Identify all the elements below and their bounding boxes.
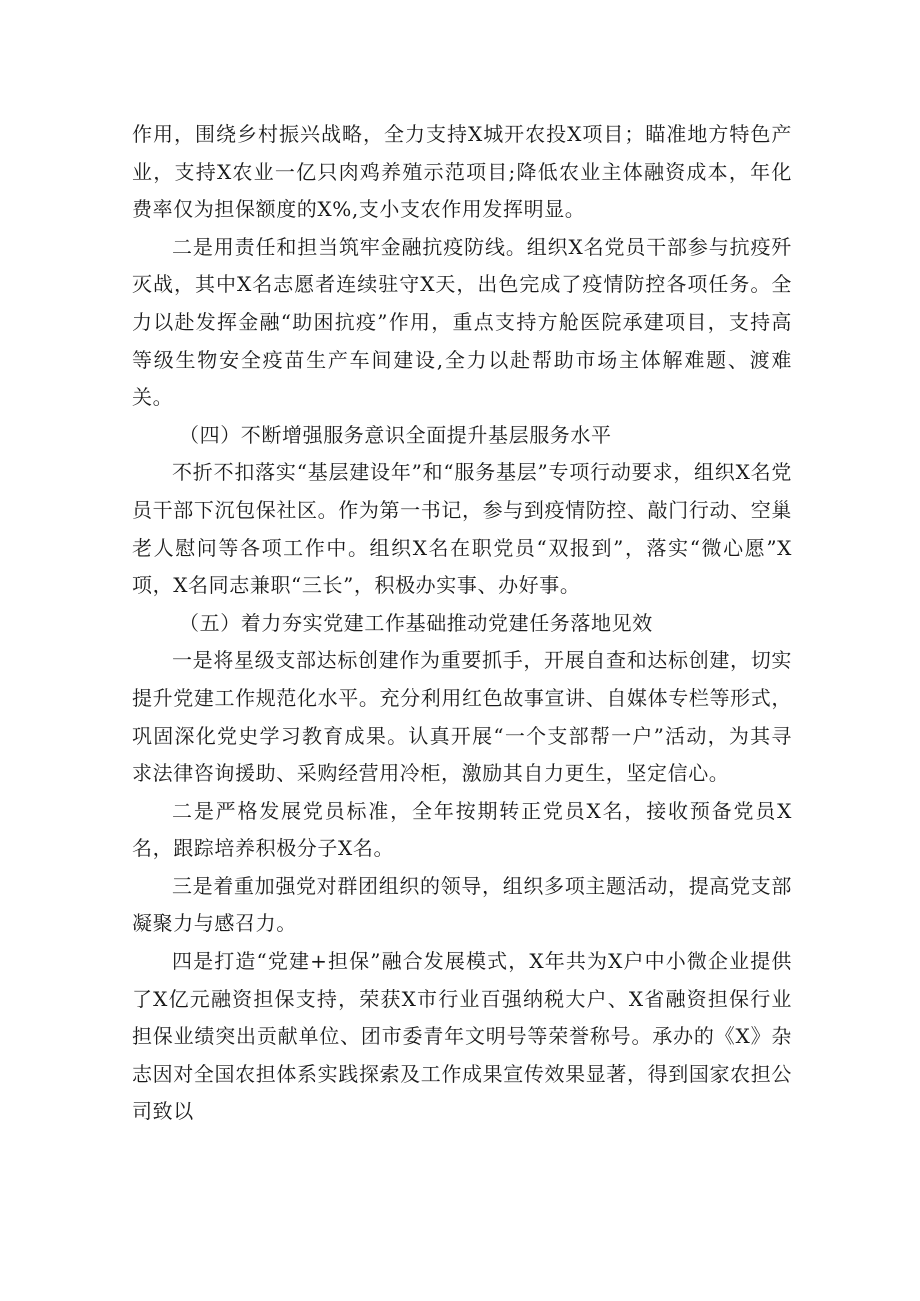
paragraph-body: 不折不扣落实“基层建设年”和“服务基层”专项行动要求，组织X名党员干部下沉包保社区。作为第一书记，参与到疫情防控、敲门行动、空巢老人慰问等各项工作中。组织X名在职党员“双报到”，落实“微心愿”X项，X名同志兼职“三长”，积极办实事、办好事。 bbox=[132, 460, 792, 598]
document-body bbox=[132, 116, 792, 1131]
paragraph-body: 三是着重加强党对群团组织的领导，组织多项主题活动，提高党支部凝聚力与感召力。 bbox=[132, 873, 792, 936]
paragraph-body: 一是将星级支部达标创建作为重要抓手，开展自查和达标创建，切实提升党建工作规范化水平。充分利用红色故事宣讲、自媒体专栏等形式，巩固深化党史学习教育成果。认真开展“一个支部帮一户”活动，为其寻求法律咨询援助、采购经营用冷柜，激励其自力更生，坚定信心。 bbox=[132, 648, 792, 786]
paragraph-body: 四是打造“党建+担保”融合发展模式，X年共为X户中小微企业提供了X亿元融资担保支持，荣获X市行业百强纳税大户、X省融资担保行业担保业绩突出贡献单位、团市委青年文明号等荣誉称号。承办的《X》杂志因对全国农担体系实践探索及工作成果宣传效果显著，得到国家农担公司致以 bbox=[132, 949, 792, 1124]
paragraph-body: 二是用责任和担当筑牢金融抗疫防线。组织X名党员干部参与抗疫歼灭战，其中X名志愿者连续驻守X天，出色完成了疫情防控各项任务。全力以赴发挥金融“助困抗疫”作用，重点支持方舱医院承建项目，支持高等级生物安全疫苗生产车间建设,全力以赴帮助市场主体解难题、渡难关。 bbox=[132, 234, 792, 410]
section-heading: （五）着力夯实党建工作基础推动党建任务落地见效 bbox=[179, 610, 653, 635]
section-heading: （四）不断增强服务意识全面提升基层服务水平 bbox=[179, 422, 612, 447]
paragraph-continuation: 作用，围绕乡村振兴战略，全力支持X城开农投X项目；瞄准地方特色产业，支持X农业一亿只肉鸡养殖示范项目;降低农业主体融资成本，年化费率仅为担保额度的X%,支小支农作用发挥明显。 bbox=[132, 122, 792, 222]
paragraph-body: 二是严格发展党员标准，全年按期转正党员X名，接收预备党员X名，跟踪培养积极分子X名。 bbox=[132, 798, 792, 861]
